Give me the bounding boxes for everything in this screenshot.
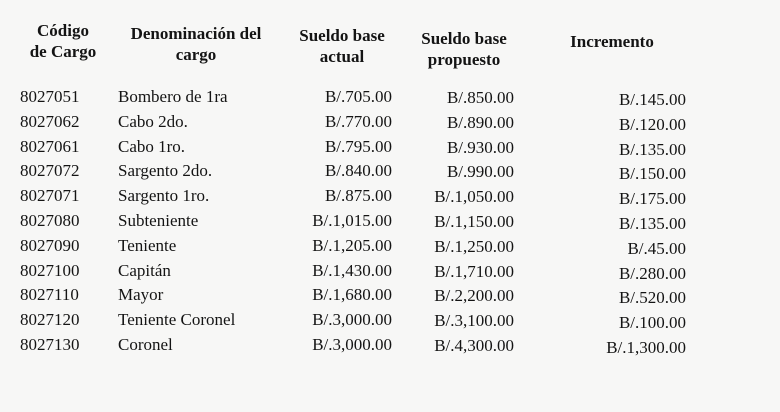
table-row <box>0 185 780 209</box>
sueldo-actual-cell: B/.770.00 <box>324 111 392 131</box>
header-codigo-line-1: Código <box>37 21 89 40</box>
table-row <box>0 309 780 333</box>
header-sueldo-actual <box>290 25 394 67</box>
codigo-cell: 8027062 <box>20 111 80 131</box>
header-codigo <box>22 20 104 62</box>
header-sueldo-propuesto-line-1: Sueldo base <box>421 29 507 48</box>
sueldo-actual-cell: B/.705.00 <box>324 87 392 106</box>
codigo-cell: 8027090 <box>20 235 80 255</box>
cargo-cell: Cabo 2do. <box>118 111 188 131</box>
incremento-cell: B/.135.00 <box>618 139 686 159</box>
sueldo-actual-cell: B/.1,015.00 <box>312 211 392 230</box>
sueldo-propuesto-cell: B/.2,200.00 <box>434 286 514 306</box>
sueldo-propuesto-cell: B/.1,150.00 <box>434 212 514 231</box>
cargo-cell: Teniente Coronel <box>118 310 236 330</box>
cargo-cell: Sargento 1ro. <box>118 186 210 206</box>
codigo-cell: 8027120 <box>20 310 80 330</box>
codigo-cell: 8027130 <box>20 335 80 354</box>
codigo-cell: 8027110 <box>20 285 79 305</box>
incremento-cell: B/.280.00 <box>618 263 686 283</box>
sueldo-propuesto-cell: B/.850.00 <box>446 88 514 107</box>
sueldo-propuesto-cell: B/.1,050.00 <box>434 187 514 207</box>
sueldo-propuesto-cell: B/.890.00 <box>446 112 514 132</box>
incremento-cell: B/.100.00 <box>618 313 686 333</box>
header-incremento <box>558 31 666 52</box>
table-row <box>0 284 780 308</box>
header-incremento-line-1: Incremento <box>570 32 654 51</box>
codigo-cell: 8027080 <box>20 211 80 230</box>
table-row <box>0 136 780 160</box>
cargo-cell: Cabo 1ro. <box>118 136 186 156</box>
header-denominacion <box>120 23 272 65</box>
incremento-cell: B/.135.00 <box>618 214 686 233</box>
incremento-cell: B/.175.00 <box>618 189 686 209</box>
incremento-cell: B/.120.00 <box>618 114 686 134</box>
codigo-cell: 8027072 <box>20 161 80 181</box>
codigo-cell: 8027061 <box>20 136 80 156</box>
sueldo-actual-cell: B/.1,430.00 <box>312 260 392 280</box>
sueldo-propuesto-cell: B/.1,250.00 <box>434 236 514 256</box>
table-row <box>0 260 780 284</box>
sueldo-propuesto-cell: B/.1,710.00 <box>434 261 514 281</box>
sueldo-actual-cell: B/.3,000.00 <box>312 310 392 330</box>
incremento-cell: B/.45.00 <box>627 238 686 258</box>
cargo-cell: Mayor <box>118 285 164 305</box>
header-denominacion-line-2: cargo <box>175 45 217 64</box>
sueldo-actual-cell: B/.840.00 <box>324 161 392 181</box>
header-sueldo-actual-line-1: Sueldo base <box>299 26 385 45</box>
incremento-cell: B/.145.00 <box>618 90 686 109</box>
header-codigo-line-2: de Cargo <box>29 42 97 61</box>
incremento-cell: B/.150.00 <box>618 164 686 184</box>
codigo-cell: 8027100 <box>20 260 80 280</box>
sueldo-actual-cell: B/.3,000.00 <box>312 335 392 354</box>
sueldo-propuesto-cell: B/.930.00 <box>446 137 514 157</box>
codigo-cell: 8027071 <box>20 186 80 206</box>
sueldo-propuesto-cell: B/.990.00 <box>446 162 514 182</box>
table-row <box>0 111 780 135</box>
header-sueldo-propuesto <box>412 28 516 70</box>
cargo-cell: Bombero de 1ra <box>118 87 228 106</box>
sueldo-propuesto-cell: B/.3,100.00 <box>434 311 514 331</box>
sueldo-actual-cell: B/.875.00 <box>324 186 392 206</box>
cargo-cell: Sargento 2do. <box>118 161 213 181</box>
codigo-cell: 8027051 <box>20 87 80 106</box>
sueldo-actual-cell: B/.1,680.00 <box>312 285 392 305</box>
cargo-cell: Coronel <box>118 335 173 354</box>
sueldo-actual-cell: B/.795.00 <box>324 136 392 156</box>
cargo-cell: Teniente <box>118 235 177 255</box>
table-row <box>0 86 780 110</box>
header-sueldo-propuesto-line-2: propuesto <box>427 50 501 69</box>
table-row <box>0 210 780 234</box>
table-row <box>0 160 780 184</box>
table-row <box>0 235 780 259</box>
sueldo-actual-cell: B/.1,205.00 <box>312 235 392 255</box>
sueldo-propuesto-cell: B/.4,300.00 <box>434 336 514 355</box>
incremento-cell: B/.520.00 <box>618 288 686 308</box>
header-sueldo-actual-line-2: actual <box>319 47 365 66</box>
cargo-cell: Subteniente <box>118 211 199 230</box>
cargo-cell: Capitán <box>118 260 171 280</box>
incremento-cell: B/.1,300.00 <box>606 338 686 357</box>
table-row <box>0 334 780 358</box>
header-denominacion-line-1: Denominación del <box>130 24 262 43</box>
